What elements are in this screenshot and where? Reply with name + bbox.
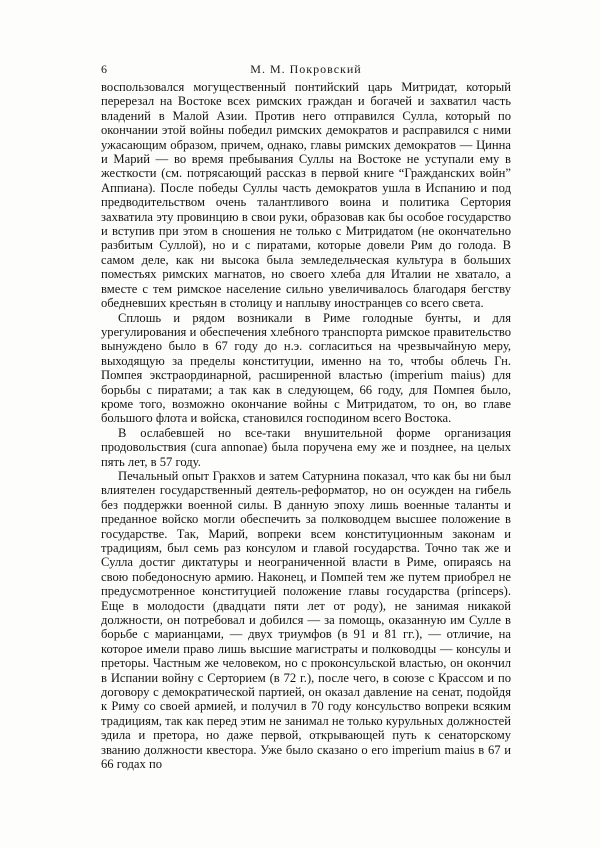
paragraph-3: В ослабевшей но все-таки внушительной форме организация продовольствия (cura annonae) была поручена ему же и позднее, на целых пять лет, в 57 году. [101, 425, 511, 469]
body-text [101, 80, 511, 772]
paragraph-4: Печальный опыт Гракхов и затем Сатурнина показал, что как бы ни был влиятелен государственный деятель-реформатор, но он осужден на гибель без поддержки военной силы. В данную эпоху лишь военные таланты и преданное войско могли обеспечить за полководцем высшее положение в государстве. Так, Марий, вопреки всем конституционным законам и традициям, был семь раз консулом и главой государства. Точно так же и Сулла достиг диктатуры и неограниченной власти в Риме, опираясь на свою победоносную армию. Наконец, и Помпей тем же путем приобрел не предусмотренное конституцией положение главы государства (princeps). Еще в молодости (двадцати пяти лет от роду), не занимая никакой должности, он потребовал и добился — за помощь, оказанную им Сулле в борьбе с марианцами, — двух триумфов (в 91 и 81 гг.), — отличие, на которое имели право лишь высшие магистраты и полководцы — консулы и преторы. Частным же человеком, но с проконсульской властью, он окончил в Испании войну с Серторием (в 72 г.), после чего, в союзе с Крассом и по договору с демократической партией, он оказал давление на сенат, подойдя к Риму со своей армией, и получил в 70 году консульство вопреки всяким традициям, так как перед этим не занимал не только курульных должностей эдила и претора, но даже первой, открывающей путь к сенаторскому званию должности квестора. Уже было сказано о его imperium maius в 67 и 66 годах по [101, 468, 511, 772]
running-head: М. М. Покровский [250, 62, 362, 76]
page-number: 6 [101, 62, 107, 76]
paragraph-2: Сплошь и рядом возникали в Риме голодные бунты, и для урегулирования и обеспечения хлебного транспорта римское правительство вынуждено было в 67 году до н.э. согласиться на чрезвычайную меру, выходящую за пределы конституции, именно на то, чтобы облечь Гн. Помпея экстраординарной, расширенной властью (imperium maius) для борьбы с пиратами; а так как в следующем, 66 году, для Помпея было, кроме того, возможно окончание войны с Митридатом, то он, во главе большого флота и войска, становился господином всего Востока. [101, 310, 511, 426]
page-header [101, 62, 511, 78]
paragraph-1: воспользовался могущественный понтийский царь Митридат, который перерезал на Востоке всех римских граждан и богачей и захватил часть владений в Малой Азии. Против него отправился Сулла, который по окончании этой войны победил римских демократов и расправился с ними ужасающим образом, причем, однако, главы римских демократов — Цинна и Марий — во время пребывания Суллы на Востоке не уступали ему в жесткости (см. потрясающий рассказ в первой книге “Гражданских войн” Аппиана). После победы Суллы часть демократов ушла в Испанию и под предводительством очень талантливого воина и политика Сертория захватила эту провинцию в свои руки, образовав как бы особое государство и вступив при этом в сношения не только с Митридатом (не окончательно разбитым Суллой), но и с пиратами, которые довели Рим до голода. В самом деле, как ни высока была земледельческая культура в больших поместьях римских магнатов, но своего хлеба для Италии не хватало, а вместе с тем римское население сильно увеличивалось благодаря бегству обедневших крестьян в столицу и наплыву иностранцев со всего света. [101, 80, 511, 311]
